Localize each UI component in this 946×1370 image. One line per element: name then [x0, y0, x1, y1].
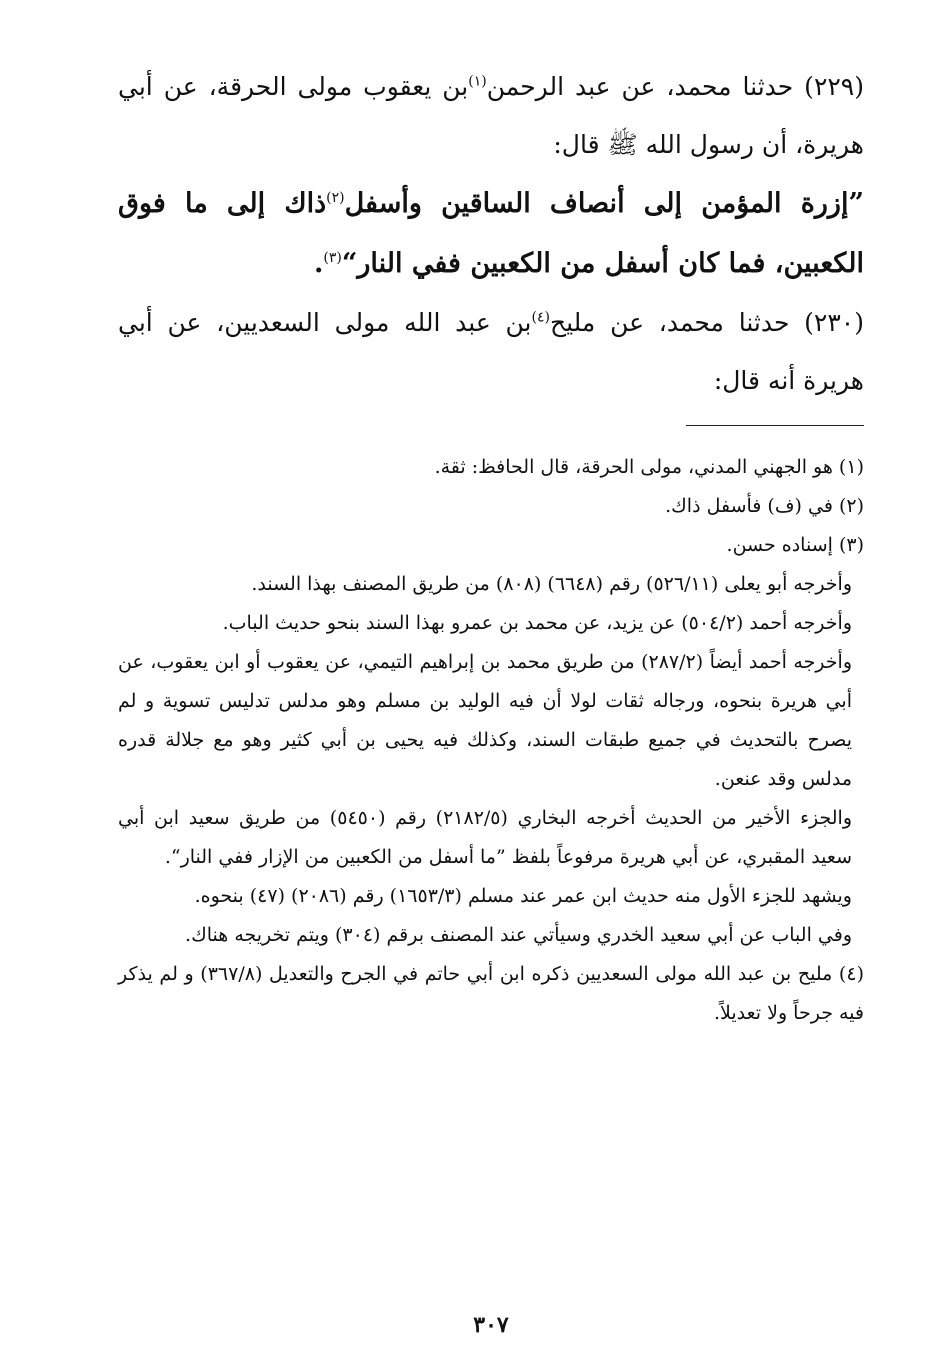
footnote-3-abu-said: وفي الباب عن أبي سعيد الخدري وسيأتي عند المصنف برقم (٣٠٤) ويتم تخريجه هناك. [185, 924, 852, 946]
footnote-3: (٣) إسناده حسن. [726, 534, 864, 556]
matn-end: . [313, 248, 324, 279]
footnote-4: (٤) مليح بن عبد الله مولى السعديين ذكره ابن أبي حاتم في الجرح والتعديل (٣٦٧/٨) و لم يذكر فيه جرحاً ولا تعديلاً. [118, 963, 864, 1024]
hadith-230-isnad [118, 294, 864, 410]
hadith-229-matn [118, 174, 864, 294]
isnad-text: (٢٢٩) حدثنا محمد، عن عبد الرحمن [486, 72, 864, 101]
matn-text: ”إزرة المؤمن إلى أنصاف الساقين وأسفل [344, 188, 864, 219]
isnad-text: (٢٣٠) حدثنا محمد، عن مليح [549, 308, 864, 337]
page-number: ٣٠٧ [473, 1312, 509, 1338]
footnote-3-ahmad-2: وأخرجه أحمد أيضاً (٢٨٧/٢) من طريق محمد بن إبراهيم التيمي، عن يعقوب أو ابن يعقوب، عن أبي هريرة بنحوه، ورجاله ثقات لولا أن فيه الوليد بن مسلم وهو مدلس تدليس تسوية و لم يصرح بالتحديث في جميع طبقات السند، وكذلك فيه يحيى بن أبي كثير وهو مع جلالة قدره مدلس وقد عنعن. [118, 651, 852, 790]
footnote-3-abu-yala: وأخرجه أبو يعلى (٥٢٦/١١) رقم (٦٦٤٨) (٨٠٨) من طريق المصنف بهذا السند. [251, 573, 852, 595]
footnote-ref-4: (٤) [531, 309, 550, 326]
main-text [118, 58, 864, 410]
footnote-2: (٢) في (ف) فأسفل ذاك. [665, 495, 864, 517]
book-page [118, 0, 864, 1370]
matn-text: ذاك إلى ما فوق الكعبين، فما كان أسفل من الكعبين ففي النار“ [118, 188, 864, 279]
footnote-3-bukhari: والجزء الأخير من الحديث أخرجه البخاري (٢١٨٢/٥) رقم (٥٤٥٠) من طريق سعيد ابن أبي سعيد المقبري، عن أبي هريرة مرفوعاً بلفظ ”ما أسفل من الكعبين من الإزار ففي النار“. [118, 807, 853, 868]
footnote-separator [686, 425, 864, 426]
footnote-ref-1: (١) [468, 73, 487, 90]
hadith-229-isnad [118, 58, 864, 174]
isnad-text: بن عبد الله مولى السعديين، عن أبي هريرة أنه قال: [118, 308, 864, 395]
footnotes [118, 448, 864, 1033]
footnote-ref-3: (٣) [323, 250, 342, 266]
footnote-ref-2: (٢) [326, 190, 345, 206]
isnad-text: بن يعقوب مولى الحرقة، عن أبي هريرة، أن رسول الله ﷺ قال: [118, 72, 864, 159]
footnote-1: (١) هو الجهني المدني، مولى الحرقة، قال الحافظ: ثقة. [434, 456, 864, 478]
footnote-3-muslim: ويشهد للجزء الأول منه حديث ابن عمر عند مسلم (١٦٥٣/٣) رقم (٢٠٨٦) (٤٧) بنحوه. [194, 885, 852, 907]
footnote-3-ahmad: وأخرجه أحمد (٥٠٤/٢) عن يزيد، عن محمد بن عمرو بهذا السند بنحو حديث الباب. [222, 612, 852, 634]
